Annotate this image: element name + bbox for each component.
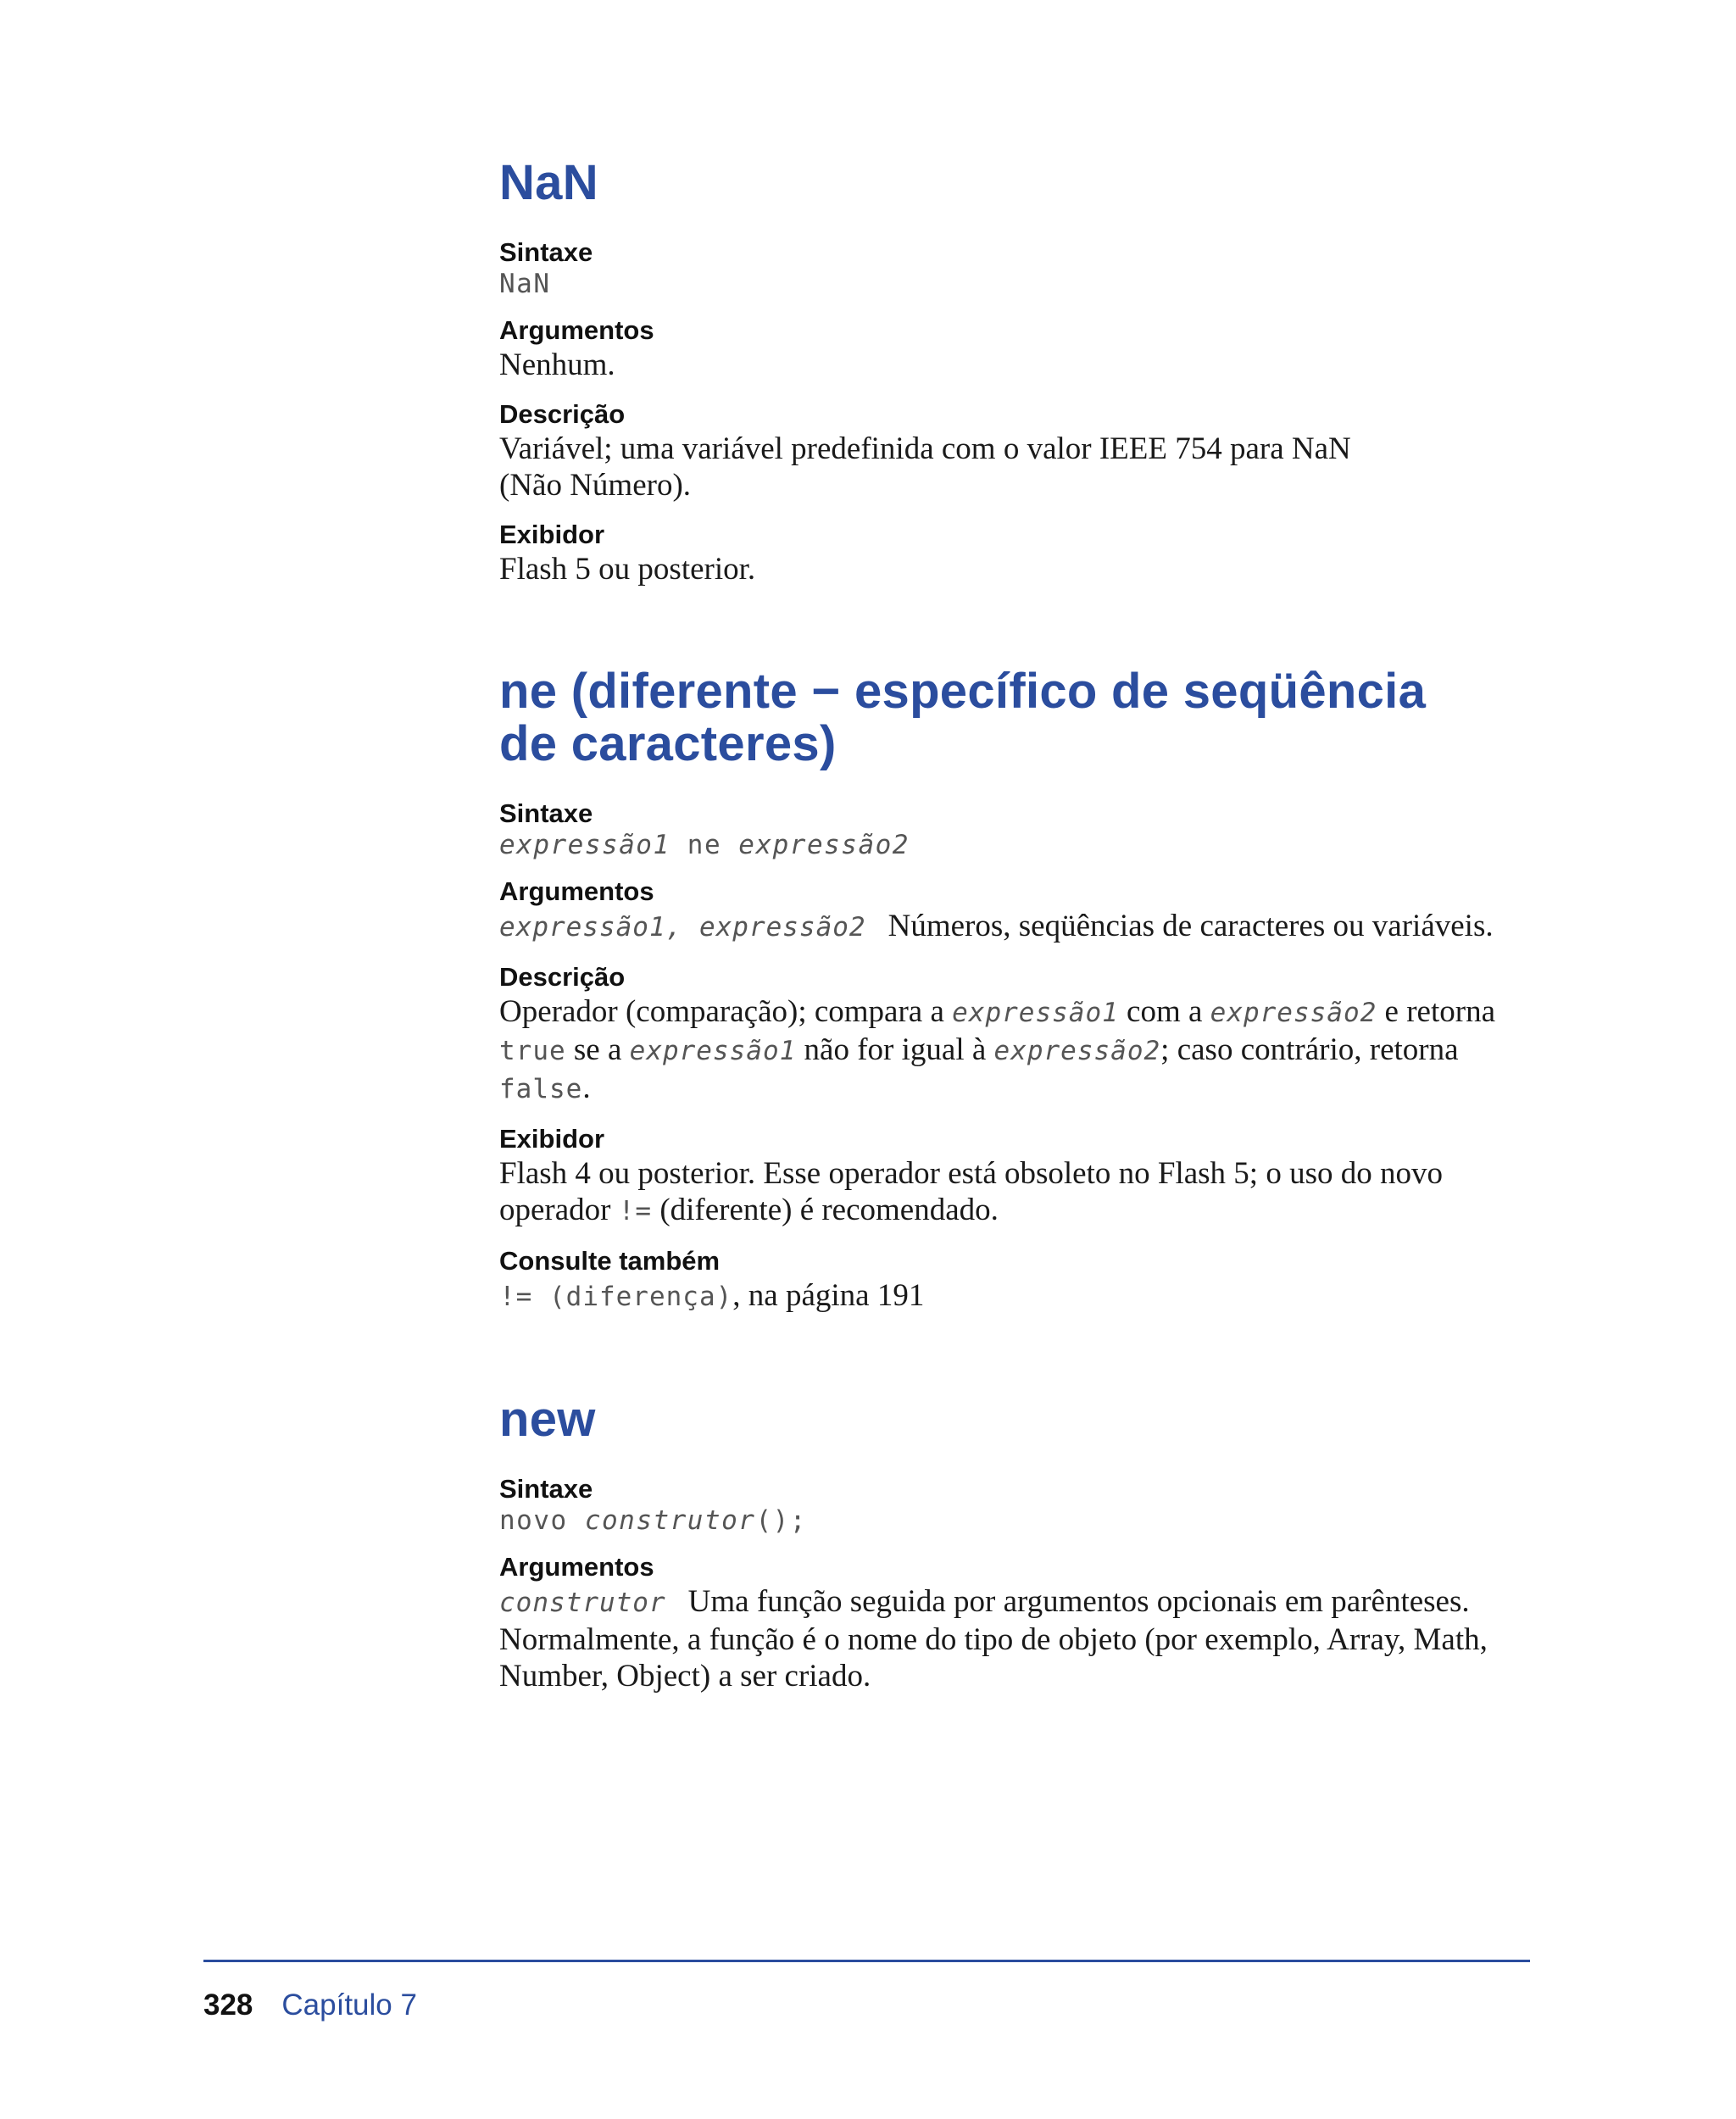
code-param: construtor [499,1588,666,1618]
section-label: Sintaxe [499,798,593,828]
entry-new [499,1393,1550,1694]
page-footer [203,1988,417,2022]
arguments-section [499,314,1550,383]
arguments-text [499,1583,1550,1694]
code-param: construtor [584,1505,756,1536]
code-param: expressão1 [499,830,670,860]
page-content [499,157,1550,1772]
section-label: Argumentos [499,1552,654,1582]
code-keyword: novo [499,1505,585,1536]
section-label: Sintaxe [499,1474,593,1504]
code-param: expressão1, expressão2 [499,912,866,943]
player-section [499,519,1550,587]
player-text [499,1155,1550,1230]
code-literal: true [499,1036,566,1066]
code-param: expressão2 [738,830,910,860]
see-also-section [499,1245,1550,1315]
text-run: . [582,1071,591,1105]
arguments-section [499,1551,1550,1694]
description-line: (Não Número). [499,468,692,503]
section-label: Argumentos [499,315,654,345]
code-literal: != [618,1196,653,1226]
text-run: Number, Object) a ser criado. [499,1659,871,1694]
text-run: se a [565,1032,630,1067]
chapter-label: Capítulo 7 [281,1988,417,2022]
code-literal: false [499,1074,583,1104]
section-label: Sintaxe [499,237,593,267]
description-section [499,398,1550,503]
text-run: Flash 4 ou posterior. Esse operador está obsoleto no Flash 5; o uso do novo [499,1156,1443,1191]
entry-title: NaN [499,155,598,210]
section-label: Descrição [499,962,626,992]
entry-title: new [499,1392,596,1447]
syntax-code [499,830,1550,860]
see-also-link[interactable]: != (diferença) [499,1282,733,1312]
description-line: Variável; uma variável predefinida com o valor IEEE 754 para NaN [499,431,1351,466]
arguments-desc: Números, seqüências de caracteres ou variáveis. [887,909,1494,943]
text-run: Normalmente, a função é o nome do tipo de objeto (por exemplo, Array, Math, [499,1622,1488,1657]
code-param: expressão2 [993,1036,1161,1066]
arguments-text [499,908,1550,946]
code-param: expressão2 [1210,998,1377,1028]
code-param: expressão1 [629,1036,797,1066]
player-section [499,1123,1550,1230]
entry-ne [499,665,1550,1315]
syntax-section [499,798,1550,860]
text-run: Uma função seguida por argumentos opcionais em parênteses. [687,1584,1470,1619]
syntax-code [499,1505,1550,1536]
syntax-code: NaN [499,269,551,299]
arguments-section [499,876,1550,946]
code-param: expressão1 [952,998,1119,1028]
text-run: , na página 191 [732,1278,925,1313]
description-text [499,993,1550,1108]
text-run: não for igual à [796,1032,994,1067]
footer-rule [203,1960,1530,1962]
text-run: operador [499,1193,619,1227]
arguments-text: Nenhum. [499,348,615,382]
section-label: Consulte também [499,1246,721,1276]
text-run: (diferente) é recomendado. [652,1193,999,1227]
entry-title [499,665,1550,770]
title-line: ne (diferente − específico de seqüência [499,664,1427,719]
text-run: com a [1118,994,1210,1029]
section-label: Exibidor [499,1124,605,1154]
section-label: Exibidor [499,520,605,549]
section-label: Argumentos [499,876,654,906]
see-also-text [499,1277,1550,1315]
entry-nan [499,157,1550,587]
text-run: Operador (comparação); compara a [499,994,953,1029]
syntax-section [499,236,1550,299]
description-section [499,961,1550,1108]
code-operator: ne [670,830,739,860]
page-number: 328 [203,1988,253,2022]
section-label: Descrição [499,399,626,429]
text-run: e retorna [1377,994,1495,1029]
syntax-section [499,1473,1550,1536]
code-punct: (); [755,1505,807,1536]
text-run: ; caso contrário, retorna [1160,1032,1459,1067]
player-text: Flash 5 ou posterior. [499,552,756,587]
title-line: de caracteres) [499,716,837,771]
